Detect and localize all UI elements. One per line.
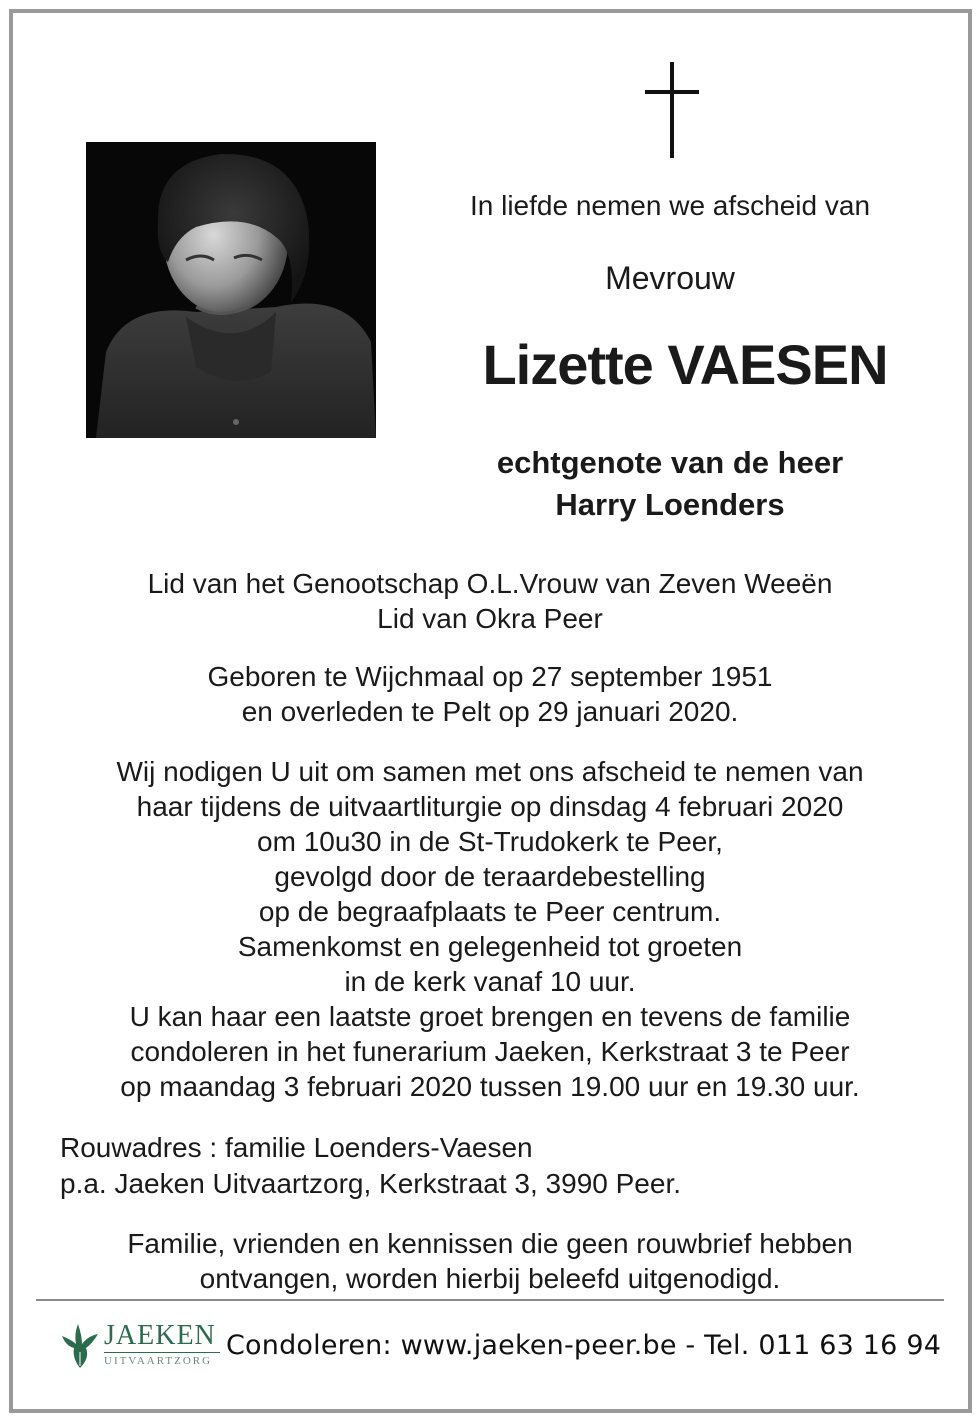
invitation-line: Wij nodigen U uit om samen met ons afscheid te nemen van <box>116 756 864 787</box>
jaeken-logo <box>58 1320 228 1374</box>
membership-line: Lid van Okra Peer <box>377 603 603 634</box>
family-note-line: Familie, vrienden en kennissen die geen rouwbrief hebben <box>127 1228 853 1259</box>
logo-name: JAEKEN <box>104 1320 216 1351</box>
birth-death <box>30 659 950 729</box>
invitation-line: Samenkomst en gelegenheid tot groeten <box>237 931 743 962</box>
spouse-block <box>420 442 920 526</box>
dove-icon <box>60 1322 100 1370</box>
honorific: Mevrouw <box>605 260 735 296</box>
invitation-line: op maandag 3 februari 2020 tussen 19.00 uur en 19.30 uur. <box>120 1071 860 1102</box>
address-line: p.a. Jaeken Uitvaartzorg, Kerkstraat 3, 3990 Peer. <box>60 1168 682 1199</box>
invitation-line: U kan haar een laatste groet brengen en tevens de familie <box>129 1001 851 1032</box>
family-note <box>30 1226 950 1296</box>
cross-icon-bar <box>645 90 699 94</box>
invitation-line: op de begraafplaats te Peer centrum. <box>258 896 722 927</box>
condolence-contact[interactable]: Condoleren: www.jaeken-peer.be - Tel. 011 63 16 94 <box>226 1330 942 1361</box>
invitation-line: om 10u30 in de St-Trudokerk te Peer, <box>257 826 723 857</box>
logo-subtitle: UITVAARTZORG <box>104 1355 213 1367</box>
memberships <box>30 566 950 636</box>
death-line: en overleden te Pelt op 29 januari 2020. <box>241 696 739 727</box>
cross-icon <box>670 62 674 158</box>
spouse-line: echtgenote van de heer <box>496 445 844 480</box>
portrait-photo-frame <box>74 132 390 450</box>
portrait-photo <box>86 142 376 438</box>
invitation-line: haar tijdens de uitvaartliturgie op dinsdag 4 februari 2020 <box>136 791 844 822</box>
funeral-invitation <box>30 754 950 1104</box>
address-line: Rouwadres : familie Loenders-Vaesen <box>60 1132 533 1163</box>
spouse-name: Harry Loenders <box>555 487 785 522</box>
membership-line: Lid van het Genootschap O.L.Vrouw van Zeven Weeën <box>147 568 833 599</box>
intro-line: In liefde nemen we afscheid van <box>469 190 871 221</box>
footer-divider <box>36 1299 944 1301</box>
invitation-line: condoleren in het funerarium Jaeken, Kerkstraat 3 te Peer <box>130 1036 850 1067</box>
invitation-line: gevolgd door de teraardebestelling <box>274 861 706 892</box>
deceased-name: Lizette VAESEN <box>482 333 888 396</box>
logo-rule <box>104 1352 220 1353</box>
birth-line: Geboren te Wijchmaal op 27 september 1951 <box>207 661 773 692</box>
family-note-line: ontvangen, worden hierbij beleefd uitgenodigd. <box>199 1263 781 1294</box>
invitation-line: in de kerk vanaf 10 uur. <box>344 966 636 997</box>
portrait-illustration <box>86 142 376 438</box>
mourning-address <box>60 1130 920 1202</box>
